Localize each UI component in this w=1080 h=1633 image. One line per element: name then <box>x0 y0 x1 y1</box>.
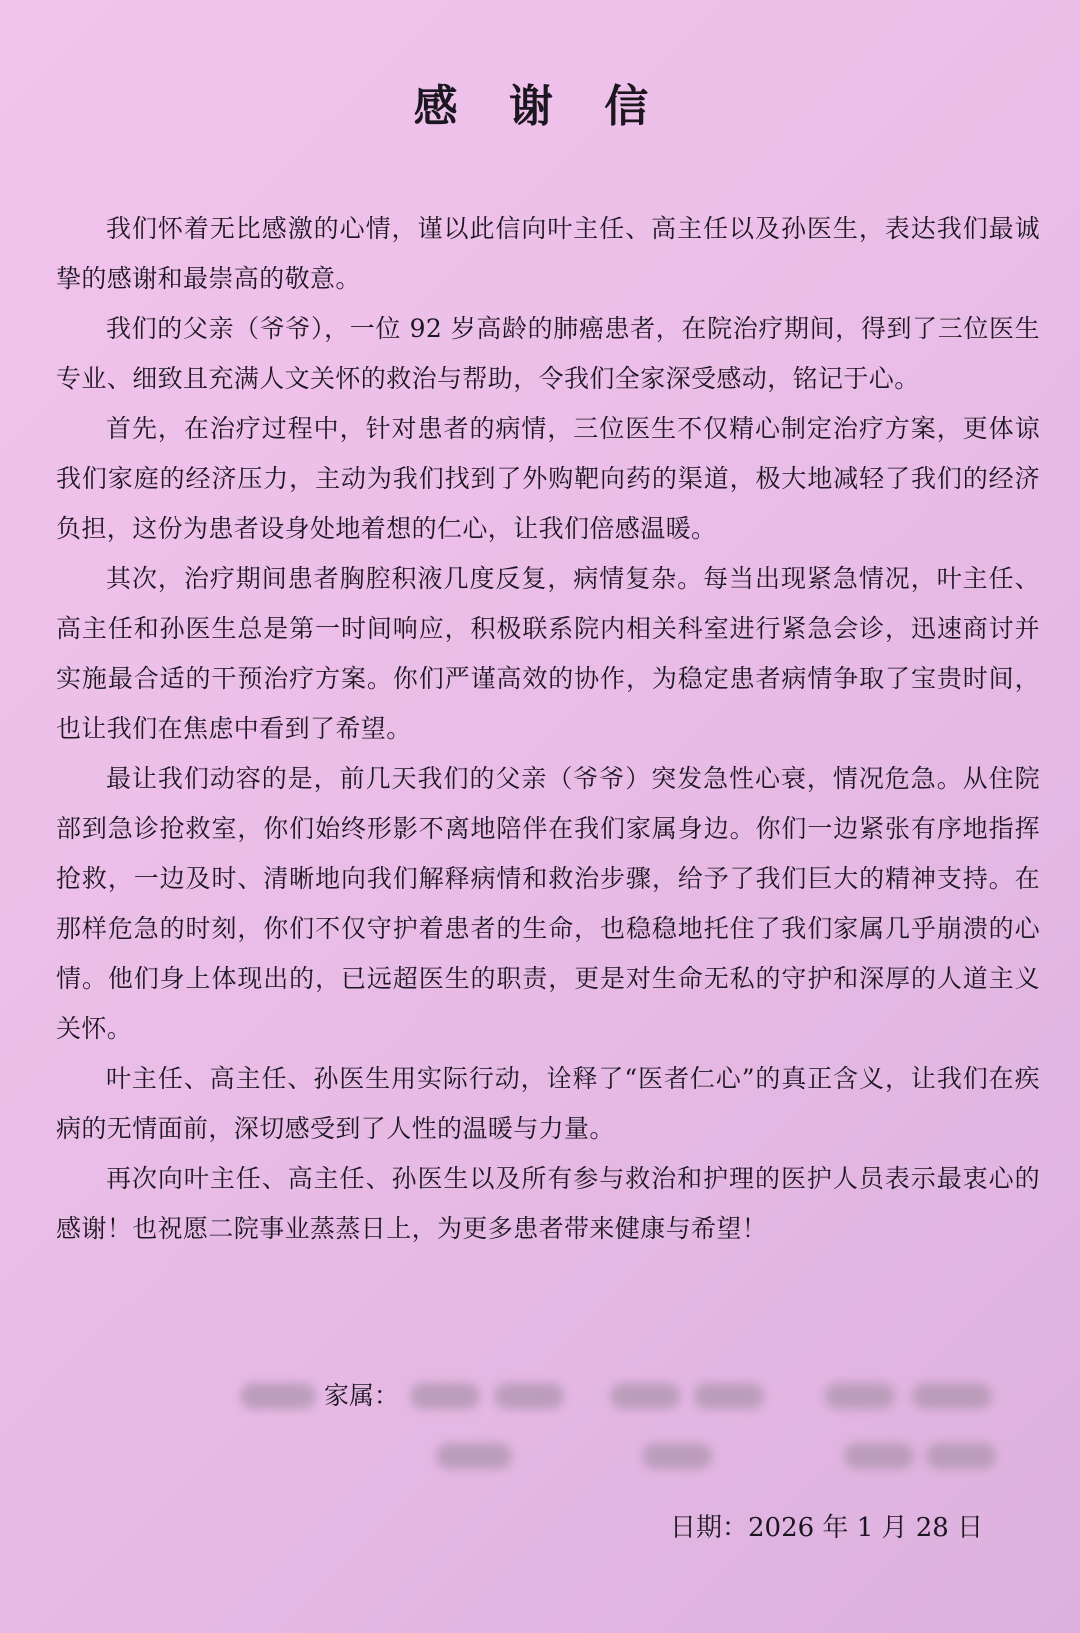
redacted-name <box>694 1383 764 1409</box>
paragraph-2: 我们的父亲（爷爷），一位 92 岁高龄的肺癌患者，在院治疗期间，得到了三位医生专业、细致且充满人文关怀的救治与帮助，令我们全家深受感动，铭记于心。 <box>56 314 1040 393</box>
redacted-name <box>926 1443 996 1469</box>
paragraph-6: 叶主任、高主任、孙医生用实际行动，诠释了“医者仁心”的真正含义，让我们在疾病的无情面前，深切感受到了人性的温暖与力量。 <box>56 1064 1040 1143</box>
paragraph-5: 最让我们动容的是，前几天我们的父亲（爷爷）突发急性心衰，情况危急。从住院部到急诊抢救室，你们始终形影不离地陪伴在我们家属身边。你们一边紧张有序地指挥抢救，一边及时、清晰地向我们解释病情和救治步骤，给予了我们巨大的精神支持。在那样危急的时刻，你们不仅守护着患者的生命，也稳稳地托住了我们家属几乎崩溃的心情。他们身上体现出的，已远超医生的职责，更是对生命无私的守护和深厚的人道主义关怀。 <box>56 764 1040 1043</box>
paragraph-4: 其次，治疗期间患者胸腔积液几度反复，病情复杂。每当出现紧急情况，叶主任、高主任和孙医生总是第一时间响应，积极联系院内相关科室进行紧急会诊，迅速商讨并实施最合适的干预治疗方案。你们严谨高效的协作，为稳定患者病情争取了宝贵时间，也让我们在焦虑中看到了希望。 <box>56 564 1040 743</box>
letter-title: 感 谢 信 <box>413 81 667 132</box>
redacted-name <box>410 1383 480 1409</box>
paragraph-1: 我们怀着无比感激的心情，谨以此信向叶主任、高主任以及孙医生，表达我们最诚挚的感谢和最崇高的敬意。 <box>56 214 1040 293</box>
redacted-name <box>610 1383 680 1409</box>
redacted-name <box>436 1443 512 1469</box>
letter-date: 日期：2026 年 1 月 28 日 <box>670 1513 984 1543</box>
redacted-name <box>844 1443 914 1469</box>
redacted-name <box>912 1383 992 1409</box>
redacted-name <box>494 1383 564 1409</box>
signature-line-1 <box>240 1368 1040 1424</box>
redacted-surname <box>240 1383 316 1409</box>
paragraph-3: 首先，在治疗过程中，针对患者的病情，三位医生不仅精心制定治疗方案，更体谅我们家庭的经济压力，主动为我们找到了外购靶向药的渠道，极大地减轻了我们的经济负担，这份为患者设身处地着想的仁心，让我们倍感温暖。 <box>56 414 1040 543</box>
redacted-name <box>825 1383 895 1409</box>
signature-line-2 <box>240 1428 1040 1484</box>
paragraph-7: 再次向叶主任、高主任、孙医生以及所有参与救治和护理的医护人员表示最衷心的感谢！也祝愿二院事业蒸蒸日上，为更多患者带来健康与希望！ <box>56 1164 1040 1243</box>
redacted-name <box>642 1443 712 1469</box>
signature-label: 家属： <box>324 1381 400 1410</box>
letter-body <box>56 204 1040 1254</box>
